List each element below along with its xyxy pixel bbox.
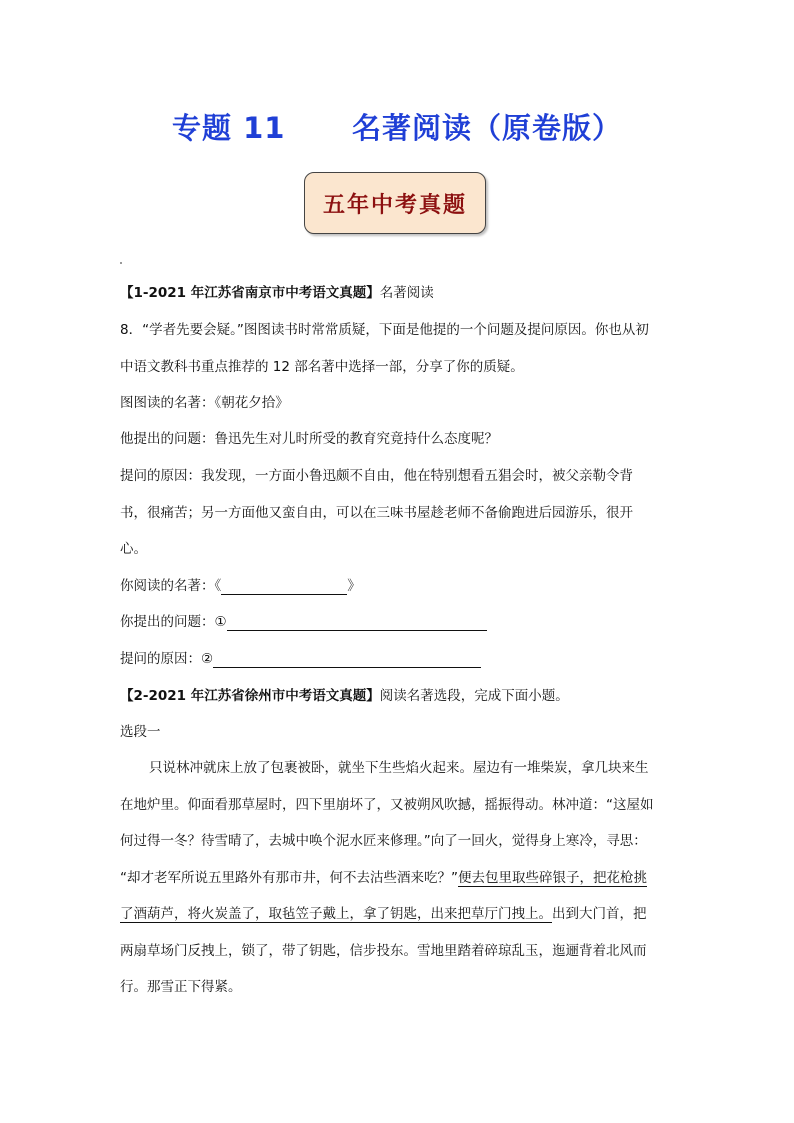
passage-line-1: 只说林冲就床上放了包裹被卧，就坐下生些焰火起来。屋边有一堆柴炭，拿几块来生 <box>149 760 649 776</box>
passage-line-5 <box>120 905 647 923</box>
your-book-row <box>120 577 361 595</box>
section-badge <box>304 172 486 234</box>
q1-reason-line-2: 书，很痛苦；另一方面他又蛮自由，可以在三味书屋趁老师不备偷跑进后园游乐，很开 <box>120 505 633 521</box>
your-question-answer-blank[interactable] <box>227 616 487 631</box>
passage-line-7: 行。那雪正下得紧。 <box>120 979 242 995</box>
q2-source-bracket: 【2-2021 年江苏省徐州市中考语文真题】 <box>120 688 380 704</box>
passage-line-2: 在地炉里。仰面看那草屋时，四下里崩坏了，又被朔风吹撼，摇振得动。林冲道：“这屋如 <box>120 797 654 813</box>
passage-line-4 <box>120 869 647 887</box>
passage-line-3: 何过得一冬？待雪晴了，去城中唤个泥水匠来修理。”向了一回火，觉得身上寒冷，寻思： <box>120 833 647 849</box>
page-title: 专题 11 名著阅读（原卷版） <box>171 111 623 145</box>
your-book-answer-blank[interactable] <box>221 580 347 595</box>
section-badge-label: 五年中考真题 <box>322 191 467 218</box>
q2-source-line <box>120 687 569 705</box>
q2-section-label: 选段一 <box>120 724 161 740</box>
your-reason-prefix: 提问的原因：② <box>120 651 214 667</box>
stray-dot <box>120 262 122 264</box>
passage-line-6: 两扇草场门反拽上，锁了，带了钥匙，信步投东。雪地里踏着碎琼乱玉，迤逦背着北风而 <box>120 943 647 959</box>
passage-underlined-part-2: 了酒葫芦，将火炭盖了，取毡笠子戴上，拿了钥匙，出来把草厅门拽上。 <box>120 906 552 922</box>
your-question-prefix: 你提出的问题：① <box>120 614 227 630</box>
your-reason-answer-blank[interactable] <box>213 653 481 668</box>
q1-intro-line-1: 8．“学者先要会疑。”图图读书时常常质疑，下面是他提的一个问题及提问原因。你也从初 <box>120 322 649 338</box>
passage-underlined-part-1: 便去包里取些碎银子，把花枪挑 <box>458 870 647 886</box>
q1-source-bracket: 【1-2021 年江苏省南京市中考语文真题】 <box>120 285 380 301</box>
q1-question-line: 他提出的问题：鲁迅先生对儿时所受的教育究竟持什么态度呢？ <box>120 431 498 447</box>
your-reason-row <box>120 650 481 668</box>
passage-line-4-plain: “却才老军所说五里路外有那市井，何不去沽些酒来吃？” <box>120 870 458 886</box>
q1-reason-line-3: 心。 <box>120 541 147 557</box>
q1-reason-line-1: 提问的原因：我发现，一方面小鲁迅颇不自由，他在特别想看五猖会时，被父亲勒令背 <box>120 468 633 484</box>
q1-source-suffix: 名著阅读 <box>379 285 434 301</box>
your-book-suffix: 》 <box>347 578 361 594</box>
q1-source-line <box>120 284 434 302</box>
q1-intro-line-2: 中语文教科书重点推荐的 12 部名著中选择一部，分享了你的质疑。 <box>120 359 524 375</box>
passage-line-5-plain: 出到大门首，把 <box>552 906 647 922</box>
q1-book-line: 图图读的名著：《朝花夕拾》 <box>120 395 289 411</box>
your-question-row <box>120 613 487 631</box>
q2-source-suffix: 阅读名著选段，完成下面小题。 <box>379 688 569 704</box>
your-book-prefix: 你阅读的名著：《 <box>120 578 222 594</box>
